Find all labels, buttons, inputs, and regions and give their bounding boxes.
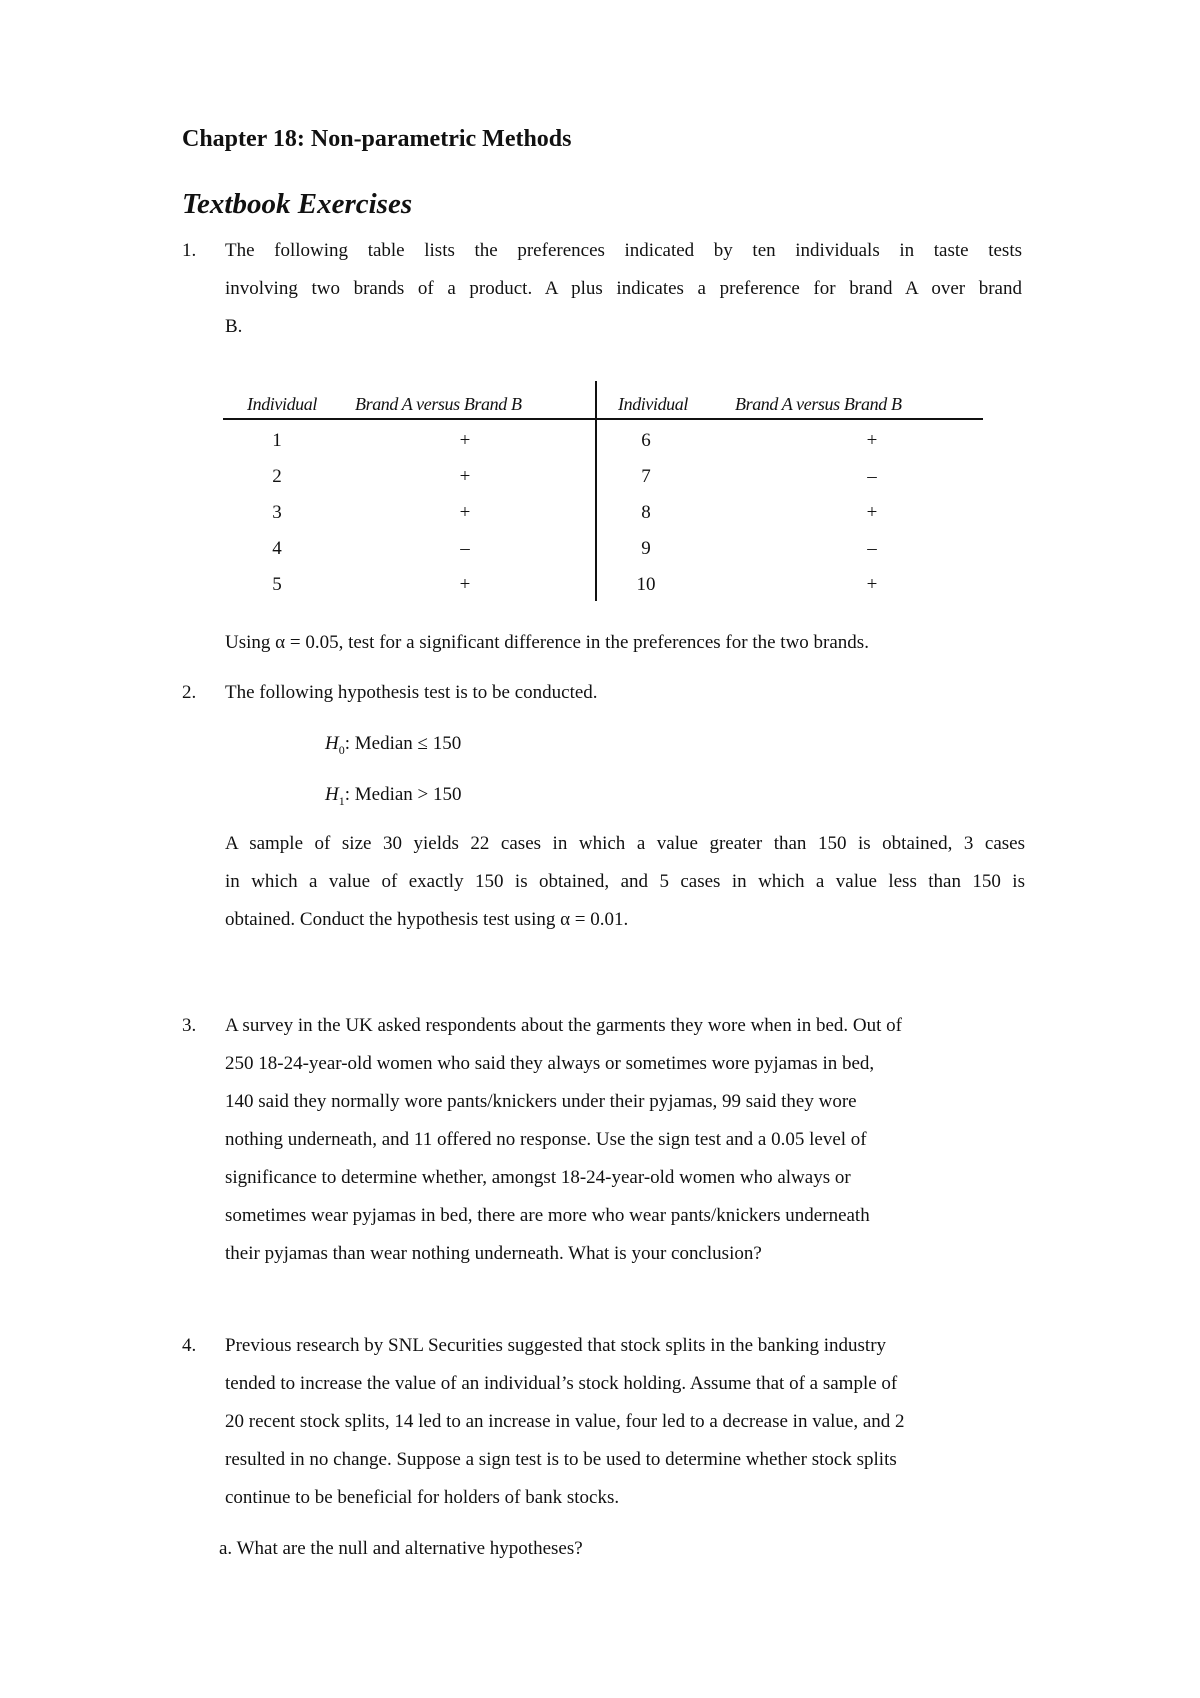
table-cell: + [459, 502, 471, 523]
table-cell: – [460, 538, 470, 559]
question-2-intro [225, 674, 1022, 712]
question-number: 3. [182, 1015, 197, 1036]
table-header: Brand A versus Brand B [735, 394, 902, 414]
text-line: significance to determine whether, amongst 18-24-year-old women who always or [225, 1167, 851, 1188]
table-cell: – [867, 538, 877, 559]
table-cell: + [866, 502, 878, 523]
text-line: continue to be beneficial for holders of bank stocks. [225, 1487, 620, 1508]
question-3-text [225, 1007, 1022, 1273]
text-line: 140 said they normally wore pants/knickers under their pyjamas, 99 said they wore [225, 1091, 857, 1112]
table-cell: – [867, 466, 877, 487]
table-divider [595, 381, 597, 601]
question-3 [182, 1007, 1022, 1273]
question-4 [182, 1327, 1022, 1517]
text-line: A survey in the UK asked respondents about the garments they wore when in bed. Out of [225, 1015, 902, 1036]
table-cell: 2 [272, 466, 282, 487]
text-line: The following table lists the preferences indicated by ten individuals in taste tests [225, 240, 1022, 261]
table-cell: + [866, 574, 878, 595]
text-line: 20 recent stock splits, 14 led to an increase in value, four led to a decrease in value, and 2 [225, 1411, 905, 1432]
text-line: The following hypothesis test is to be conducted. [225, 682, 598, 703]
text-line: nothing underneath, and 11 offered no response. Use the sign test and a 0.05 level of [225, 1129, 867, 1150]
text-line: A sample of size 30 yields 22 cases in which a value greater than 150 is obtained, 3 cases [225, 833, 1025, 854]
text-line: B. [225, 316, 243, 337]
hypothesis-subscript: 0 [338, 742, 345, 757]
table-cell: 1 [272, 430, 282, 451]
question-1 [182, 232, 1022, 346]
alternative-hypothesis [325, 784, 462, 809]
question-4-part-a [219, 1530, 1019, 1568]
text-line: Previous research by SNL Securities suggested that stock splits in the banking industry [225, 1335, 887, 1356]
table-cell: 7 [641, 466, 651, 487]
preference-table [223, 384, 983, 604]
table-cell: 3 [272, 502, 282, 523]
table-cell: + [459, 574, 471, 595]
hypothesis-text: : Median > 150 [344, 784, 462, 805]
question-number: 1. [182, 240, 197, 261]
text-line: obtained. Conduct the hypothesis test using α = 0.01. [225, 909, 629, 930]
table-header: Individual [247, 394, 317, 414]
hypothesis-symbol: H [325, 733, 339, 754]
table-cell: 5 [272, 574, 282, 595]
question-4-text [225, 1327, 1022, 1517]
question-1-text [225, 232, 1022, 346]
text-line: a. What are the null and alternative hypotheses? [219, 1538, 583, 1559]
chapter-title: Chapter 18: Non-parametric Methods [182, 126, 572, 152]
text-line: their pyjamas than wear nothing underneath. What is your conclusion? [225, 1243, 762, 1264]
table-header-rule [223, 418, 983, 420]
table-cell: 6 [641, 430, 651, 451]
hypothesis-text: : Median ≤ 150 [344, 733, 462, 754]
text-line: sometimes wear pyjamas in bed, there are more who wear pants/knickers underneath [225, 1205, 870, 1226]
question-1-followup [225, 624, 1025, 662]
null-hypothesis [325, 733, 461, 758]
table-cell: + [459, 466, 471, 487]
table-cell: 4 [272, 538, 282, 559]
question-2-text [225, 825, 1025, 939]
hypothesis-symbol: H [325, 784, 339, 805]
table-cell: 10 [636, 574, 656, 595]
question-number: 2. [182, 682, 197, 703]
table-cell: 8 [641, 502, 651, 523]
hypothesis-subscript: 1 [338, 793, 345, 808]
table-cell: + [866, 430, 878, 451]
text-line: Using α = 0.05, test for a significant difference in the preferences for the two brands. [225, 632, 869, 653]
question-2 [182, 674, 1022, 712]
table-cell: 9 [641, 538, 651, 559]
text-line: tended to increase the value of an individual’s stock holding. Assume that of a sample of [225, 1373, 898, 1394]
text-line: in which a value of exactly 150 is obtained, and 5 cases in which a value less than 150 is [225, 871, 1025, 892]
text-line: 250 18-24-year-old women who said they always or sometimes wore pyjamas in bed, [225, 1053, 875, 1074]
table-header: Brand A versus Brand B [355, 394, 522, 414]
table-cell: + [459, 430, 471, 451]
section-title: Textbook Exercises [182, 188, 413, 220]
question-number: 4. [182, 1335, 197, 1356]
text-line: involving two brands of a product. A plus indicates a preference for brand A over brand [225, 278, 1022, 299]
table-header: Individual [618, 394, 688, 414]
text-line: resulted in no change. Suppose a sign test is to be used to determine whether stock splits [225, 1449, 897, 1470]
